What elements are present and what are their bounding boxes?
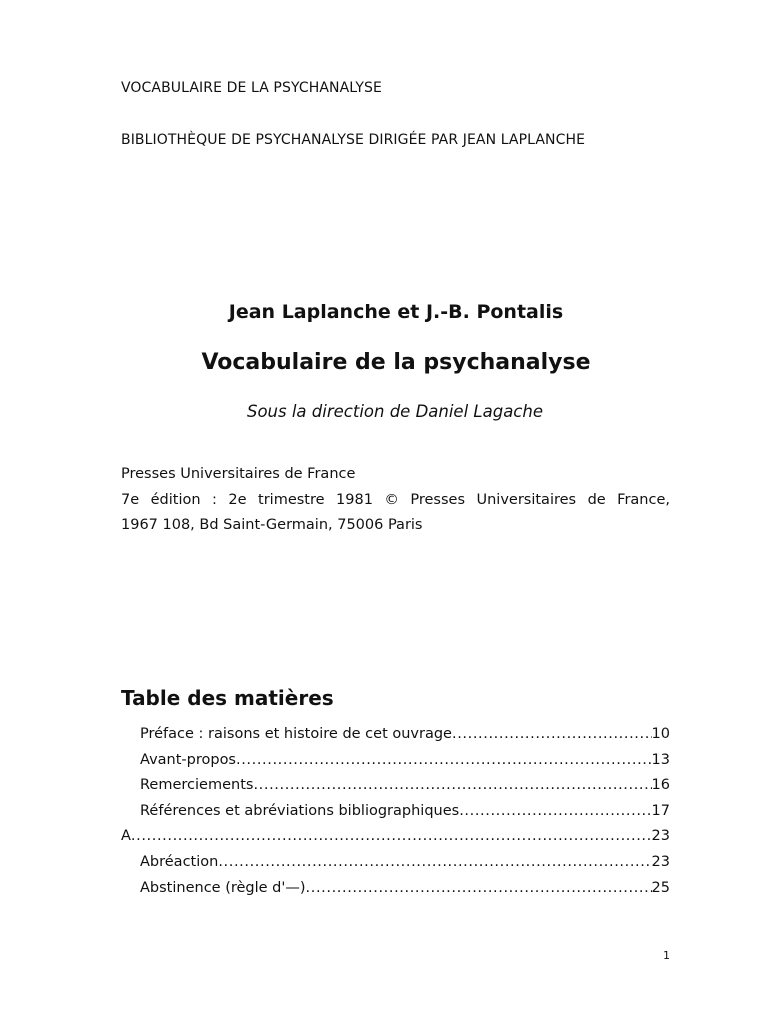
toc-entry[interactable] xyxy=(121,854,670,880)
toc-entry-page: 17 xyxy=(651,802,670,819)
toc-leader-dots xyxy=(131,828,652,844)
toc-entry-label: Abstinence (règle d'—) xyxy=(140,879,306,896)
toc-entry-page: 10 xyxy=(651,726,670,742)
editor-credit: Sous la direction de Daniel Lagache xyxy=(246,402,543,421)
publisher: Presses Universitaires de France xyxy=(121,466,356,482)
toc-leader-dots xyxy=(218,854,651,870)
toc-leader-dots xyxy=(253,777,651,793)
page-number: 1 xyxy=(663,949,670,962)
toc-entry-page: 25 xyxy=(651,879,670,896)
edition-info xyxy=(121,488,670,538)
toc-entry[interactable] xyxy=(121,803,670,829)
toc-entry-label: Remerciements xyxy=(140,777,254,794)
toc-entry[interactable] xyxy=(121,777,670,803)
toc-heading: Table des matières xyxy=(121,686,334,710)
toc-entry-label: Abréaction xyxy=(140,853,219,870)
toc-leader-dots xyxy=(236,752,652,768)
toc-leader-dots xyxy=(306,880,652,896)
toc-leader-dots xyxy=(459,803,651,819)
toc-entry-page: 13 xyxy=(651,751,670,768)
toc-entry-label: Références et abréviations bibliographiques xyxy=(140,802,460,819)
series-title: VOCABULAIRE DE LA PSYCHANALYSE xyxy=(121,80,382,96)
table-of-contents xyxy=(121,726,670,905)
toc-entry[interactable] xyxy=(121,880,670,906)
toc-entry[interactable] xyxy=(121,752,670,778)
toc-entry-label: Avant-propos xyxy=(140,751,236,768)
toc-entry-page: 23 xyxy=(651,853,670,870)
authors: Jean Laplanche et J.-B. Pontalis xyxy=(228,301,564,323)
toc-entry[interactable] xyxy=(121,726,670,752)
toc-entry[interactable] xyxy=(121,828,670,854)
book-title: Vocabulaire de la psychanalyse xyxy=(201,350,591,375)
toc-entry-page: 23 xyxy=(651,828,670,845)
edition-line-2: 1967 108, Bd Saint-Germain, 75006 Paris xyxy=(121,517,423,533)
collection-title: BIBLIOTHÈQUE DE PSYCHANALYSE DIRIGÉE PAR JEAN LAPLANCHE xyxy=(121,132,586,148)
toc-entry-label: A xyxy=(121,828,131,845)
toc-leader-dots xyxy=(452,726,652,742)
toc-entry-page: 16 xyxy=(651,777,670,794)
edition-line-1: 7e édition : 2e trimestre 1981 © Presses Universitaires de France, xyxy=(121,492,670,508)
toc-entry-label: Préface : raisons et histoire de cet ouvrage xyxy=(140,726,452,742)
